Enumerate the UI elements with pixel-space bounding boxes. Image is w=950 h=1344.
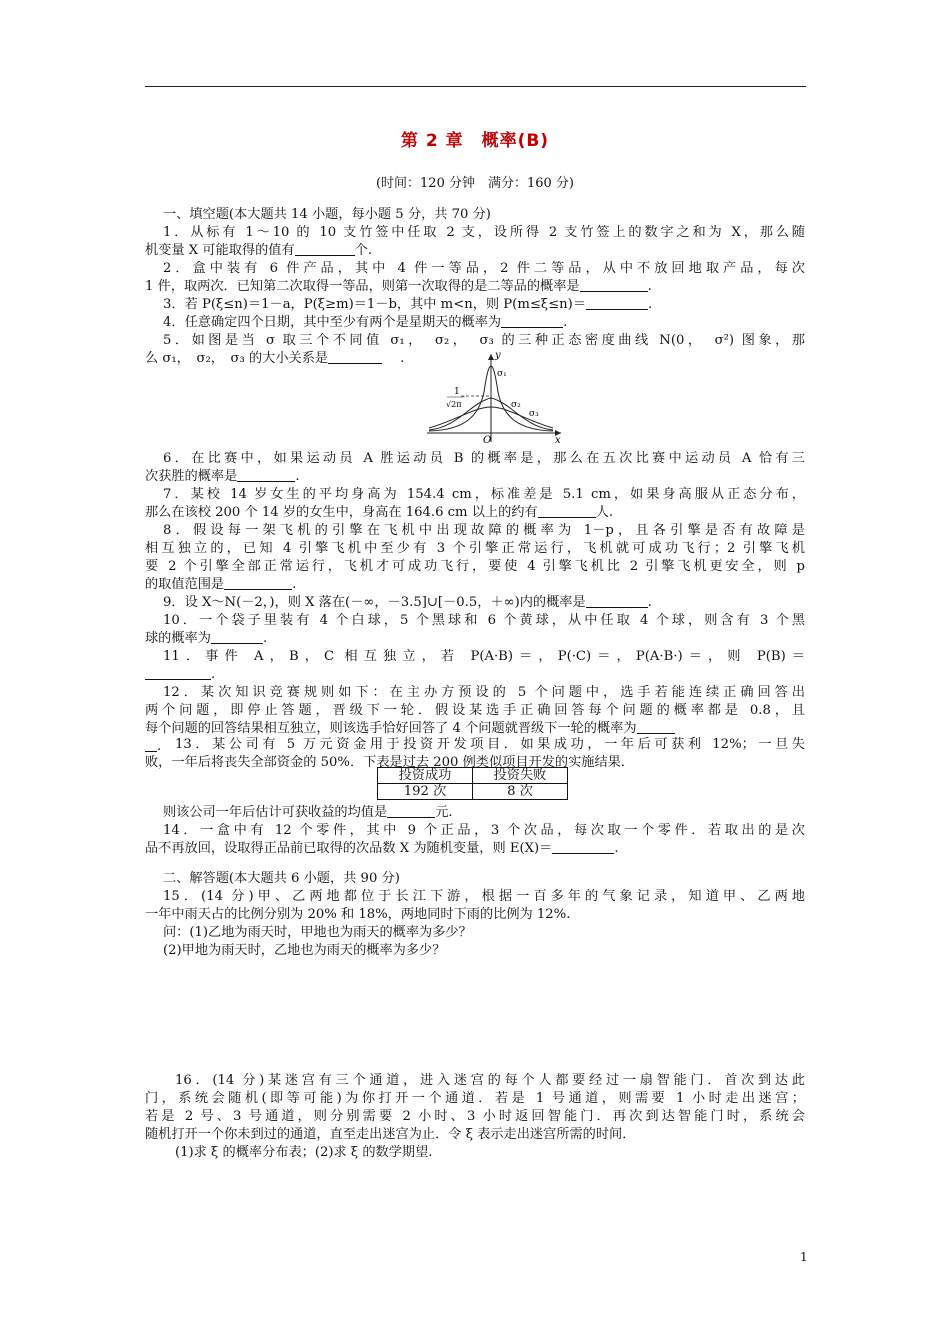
q15-line1: 15．(14 分)甲、乙两地都位于长江下游，根据一百多年的气象记录，知道甲、乙两地 <box>163 889 805 904</box>
q12-line4: . <box>145 738 161 756</box>
sigma2-label: σ₂ <box>511 400 521 410</box>
q16-line3: 若是 2 号、3 号通道，则分别需要 2 小时、3 小时返回智能门．再次到达智能门时，系统会 <box>145 1109 805 1124</box>
answer-blank[interactable] <box>637 721 675 734</box>
q16-line5: (1)求 ξ 的概率分布表；(2)求 ξ 的数学期望. <box>175 1145 433 1160</box>
q16-line4: 随机打开一个你未到过的通道，直至走出迷宫为止．令 ξ 表示走出迷宫所需的时间． <box>145 1127 636 1142</box>
q11-line2: . <box>145 666 215 684</box>
q8-line2: 相互独立的，已知 4 引擎飞机中至少有 3 个引擎正常运行，飞机就可成功飞行；2 引擎飞机 <box>145 541 805 556</box>
q16-line1: 16．(14 分)某迷宫有三个通道，进入迷宫的每个人都要经过一扇智能门．首次到达此 <box>175 1073 805 1088</box>
table-header-row <box>378 768 568 784</box>
q13-line2: 败，一年后将丧失全部资金的 50%．下表是过去 200 例类似项目开发的实施结果． <box>145 755 635 770</box>
q16-line2: 门，系统会随机(即等可能)为你打开一个通道．若是 1 号通道，则需要 1 小时走出迷宫； <box>145 1091 805 1106</box>
exam-info: (时间：120 分钟 满分：160 分) <box>375 176 575 191</box>
q12-line1: 12．某次知识竞赛规则如下：在主办方预设的 5 个问题中，选手若能连续正确回答出 <box>163 685 805 700</box>
q5-line1: 5．如图是当 σ 取三个不同值 σ₁， σ₂， σ₃ 的三种正态密度曲线 N(0， σ²) 图象，那 <box>163 333 805 348</box>
q3: 3．若 P(ξ≤n)＝1－a，P(ξ≥m)＝1－b，其中 m<n，则 P(m≤ξ≤n)＝ . <box>163 297 653 312</box>
q14-line2: 品不再放回，设取得正品前已取得的次品数 X 为随机变量，则 E(X)＝ . <box>145 841 619 856</box>
q8-line1: 8．假设每一架飞机的引擎在飞机中出现故障的概率为 1－p，且各引擎是否有故障是 <box>163 523 805 538</box>
q8-line4: 的取值范围是 . <box>145 577 297 592</box>
answer-blank[interactable] <box>328 351 382 364</box>
q5-line2: 么 σ₁， σ₂， σ₃ 的大小关系是 . <box>145 351 405 366</box>
q2-line1: 2．盒中装有 6 件产品，其中 4 件一等品，2 件二等品，从中不放回地取产品，每次 <box>163 261 805 276</box>
q14-line1: 14．一盒中有 12 个零件，其中 9 个正品，3 个次品，每次取一个零件．若取出的是次 <box>163 823 805 838</box>
q9: 9．设 X～N(－2，)，则 X 落在(－∞，－3.5]∪[－0.5，＋∞)内的概率是 . <box>163 595 652 610</box>
origin-label: O <box>483 435 492 444</box>
sigma3-label: σ₃ <box>529 409 539 419</box>
answer-blank[interactable] <box>237 469 295 482</box>
section-heading-solve: 二、解答题(本大题共 6 小题，共 90 分) <box>163 871 400 886</box>
q7-line1: 7．某校 14 岁女生的平均身高为 154.4 cm，标准差是 5.1 cm，如果身高服从正态分布， <box>163 487 805 502</box>
answer-blank-cont <box>145 739 157 752</box>
y-label: y <box>495 352 501 361</box>
cell-failure-count: 8 次 <box>473 784 568 800</box>
header-success: 投资成功 <box>378 768 473 784</box>
q15-line3: 问：(1)乙地为雨天时，甲地也为雨天的概率为多少？ <box>163 925 472 940</box>
answer-blank[interactable] <box>501 315 563 328</box>
normal-curves-figure <box>425 352 565 444</box>
cell-success-count: 192 次 <box>378 784 473 800</box>
q2-line2: 1 件，取两次．已知第二次取得一等品，则第一次取得的是二等品的概率是 . <box>145 279 652 294</box>
x-label: x <box>555 435 561 444</box>
q7-line2: 那么在该校 200 个 14 岁的女生中，身高在 164.6 cm 以上的约有 人. <box>145 505 614 520</box>
answer-blank[interactable] <box>295 243 355 256</box>
q1-line1: 1．从标有 1～10 的 10 支竹签中任取 2 支，设所得 2 支竹签上的数字之和为 X，那么随 <box>163 225 805 240</box>
header-failure: 投资失败 <box>473 768 568 784</box>
page-title: 第 2 章 概率(B) <box>400 131 550 151</box>
q13-line3: 则该公司一年后估计可获收益的均值是 元. <box>163 805 453 820</box>
answer-blank[interactable] <box>586 595 648 608</box>
sigma1-label: σ₁ <box>497 369 507 379</box>
answer-blank[interactable] <box>580 279 648 292</box>
header-rule <box>145 86 806 87</box>
q1-line2: 机变量 X 可能取得的值有 个. <box>145 243 373 258</box>
investment-table <box>377 767 568 800</box>
q10-line1: 10．一个袋子里装有 4 个白球，5 个黑球和 6 个黄球，从中任取 4 个球，则含有 3 个黑 <box>163 613 805 628</box>
table-row <box>378 784 568 800</box>
answer-blank[interactable] <box>538 505 596 518</box>
answer-blank[interactable] <box>211 631 263 644</box>
answer-blank[interactable] <box>224 577 292 590</box>
frac-denominator: √2π <box>446 400 462 409</box>
answer-blank[interactable] <box>552 841 614 854</box>
page-number: 1 <box>800 1250 808 1264</box>
q10-line2: 球的概率为 . <box>145 631 268 646</box>
q12-line2: 两个问题，即停止答题，晋级下一轮．假设某选手正确回答每个问题的概率都是 0.8，且 <box>145 703 805 718</box>
q6-line2: 次获胜的概率是 . <box>145 469 300 484</box>
q8-line3: 要 2 个引擎全部正常运行，飞机才可成功飞行，要使 4 引擎飞机比 2 引擎飞机更安全，则 p <box>145 559 805 574</box>
q12-line3: 每个问题的回答结果相互独立，则该选手恰好回答了 4 个问题就晋级下一轮的概率为 <box>145 720 675 738</box>
q4: 4．任意确定四个日期，其中至少有两个是星期天的概率为 . <box>163 315 568 330</box>
q11-line1: 11．事件 A，B，C 相互独立，若 P(A·B)＝，P(·C)＝，P(A·B·)＝，则 P(B)＝ <box>163 649 805 664</box>
frac-numerator: 1 <box>454 387 460 397</box>
q15-line2: 一年中雨天占的比例分别为 20% 和 18%，两地同时下雨的比例为 12%. <box>145 907 571 922</box>
section-heading-fill: 一、填空题(本大题共 14 小题，每小题 5 分，共 70 分) <box>163 207 491 222</box>
q13-line1: 13．某公司有 5 万元资金用于投资开发项目．如果成功，一年后可获利 12%；一旦失 <box>175 737 805 752</box>
answer-blank[interactable] <box>145 667 211 680</box>
answer-blank[interactable] <box>387 805 435 818</box>
q15-line4: (2)甲地为雨天时，乙地也为雨天的概率为多少？ <box>163 943 446 958</box>
q6-line1: 6．在比赛中，如果运动员 A 胜运动员 B 的概率是，那么在五次比赛中运动员 A 恰有三 <box>163 451 805 466</box>
answer-blank[interactable] <box>586 297 648 310</box>
